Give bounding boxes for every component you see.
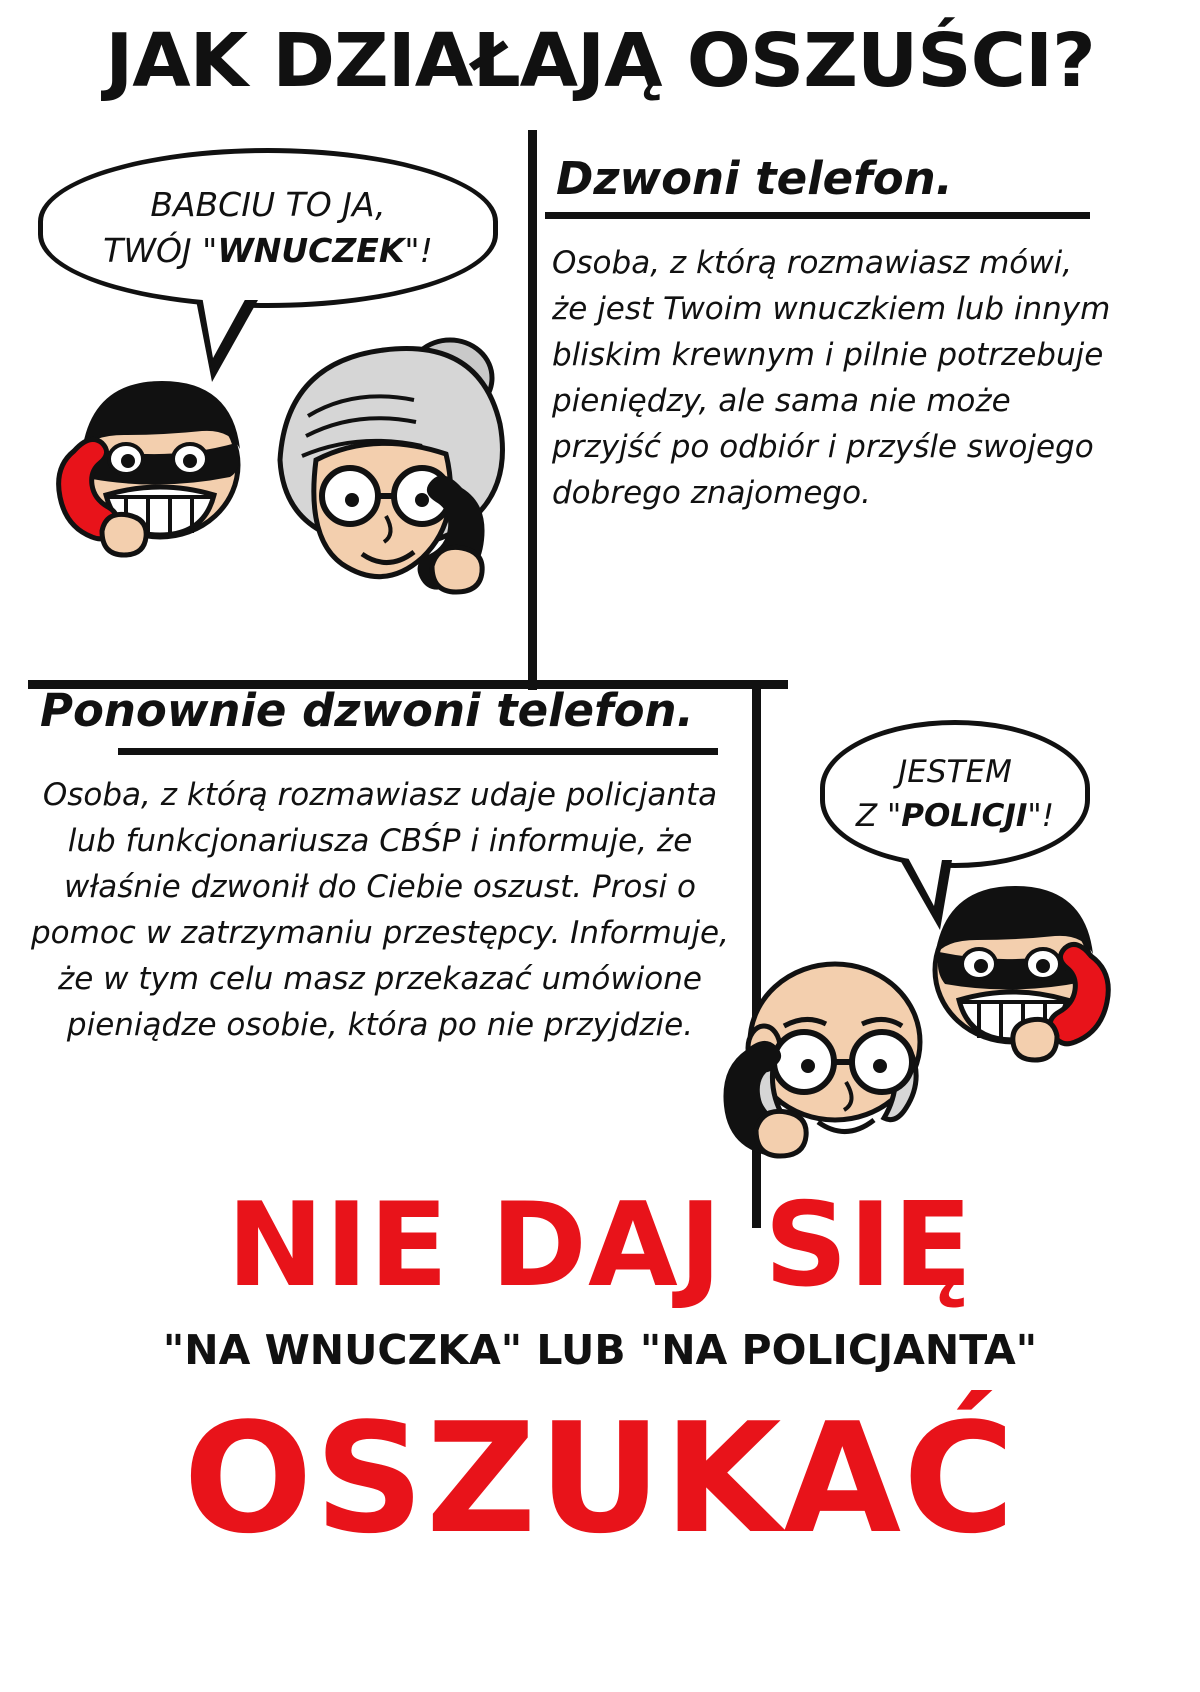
bubble-1-line-1: BABCIU TO JA,	[150, 185, 386, 224]
panel-1-body-text: Osoba, z którą rozmawiasz mówi, że jest Twoim wnuczkiem lub innym bliskim krewnym i pilnie potrzebuje pieniędzy, ale sama nie może przyjść po odbiór i przyśle swojego dobrego znajomego.	[552, 245, 1111, 511]
page-title: JAK DZIAŁAJĄ OSZUŚCI?	[105, 18, 1095, 104]
slogan-line-1: NIE DAJ SIĘ	[226, 1178, 974, 1313]
bubble-2-line-2-prefix: Z "	[855, 798, 902, 834]
bubble-1-line-2-bold: WNUCZEK	[217, 231, 405, 270]
bubble-1-line-2-prefix: TWÓJ "	[103, 231, 218, 270]
slogan-line-3: OSZUKAĆ	[183, 1390, 1017, 1567]
speech-bubble-thief-grandson	[38, 148, 498, 308]
slogan-line-2: "NA WNUCZKA" LUB "NA POLICJANTA"	[162, 1326, 1038, 1374]
panel-2-body-text: Osoba, z którą rozmawiasz udaje policjanta lub funkcjonariusza CBŚP i informuje, że właśnie dzwonił do Ciebie oszust. Prosi o pomoc w zatrzymaniu przestępcy. Informuje, że w tym celu masz przekazać umówione pieniądze osobie, która po nie przyjdzie.	[31, 777, 729, 1043]
speech-bubble-tail-1-fill	[202, 296, 247, 358]
thief-with-phone-illustration-1	[40, 355, 270, 589]
thief-with-phone-illustration-2	[905, 860, 1135, 1094]
grandmother-with-phone-illustration	[250, 320, 530, 624]
bubble-2-line-1: JESTEM	[898, 754, 1012, 790]
panel-2-heading-rule	[118, 748, 718, 755]
bubble-2-line-2-suffix: "!	[1027, 798, 1055, 834]
bubble-1-line-2-suffix: "!	[404, 231, 433, 270]
panel-2-heading: Ponownie dzwoni telefon.	[40, 684, 694, 737]
panel-1-heading-rule	[545, 212, 1090, 219]
panel-1-heading: Dzwoni telefon.	[556, 152, 953, 205]
bubble-2-line-2-bold: POLICJI	[901, 798, 1028, 834]
speech-bubble-fake-police	[820, 720, 1090, 868]
